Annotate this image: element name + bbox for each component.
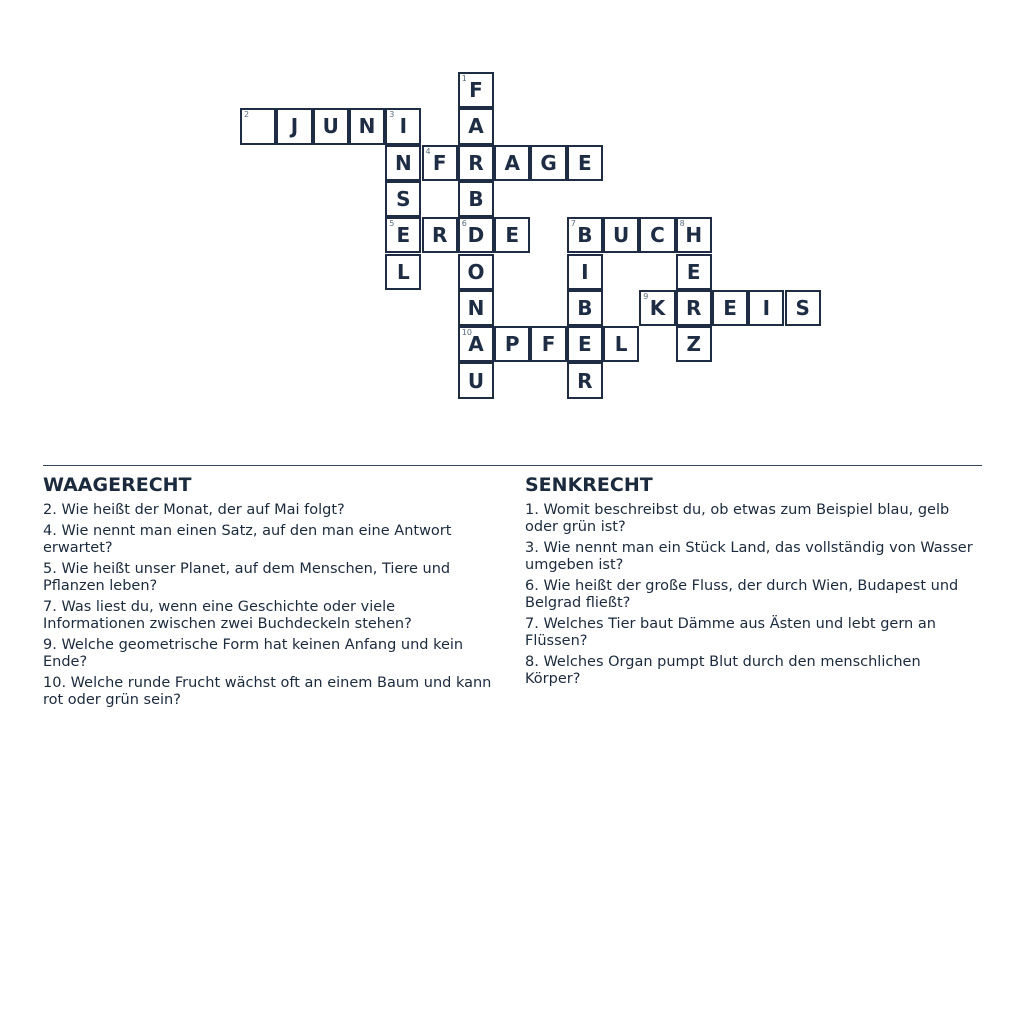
down-clue: 8. Welches Organ pumpt Blut durch den menschlichen Körper? bbox=[525, 654, 921, 687]
cell-letter: E bbox=[578, 150, 592, 175]
down-heading: SENKRECHT bbox=[525, 474, 653, 496]
crossword-cell[interactable] bbox=[748, 290, 784, 326]
crossword-cell[interactable] bbox=[240, 108, 276, 144]
section-divider bbox=[43, 465, 982, 466]
crossword-cell[interactable] bbox=[422, 217, 458, 253]
crossword-cell[interactable] bbox=[276, 108, 312, 144]
cell-letter: L bbox=[614, 332, 628, 357]
crossword-cell[interactable] bbox=[567, 362, 603, 398]
across-clue: 4. Wie nennt man einen Satz, auf den man eine Antwort erwartet? bbox=[43, 523, 452, 556]
crossword-cell[interactable] bbox=[676, 290, 712, 326]
cell-letter: N bbox=[394, 150, 412, 175]
crossword-cell[interactable] bbox=[567, 145, 603, 181]
cell-letter: A bbox=[468, 332, 484, 357]
crossword-cell[interactable] bbox=[785, 290, 821, 326]
cell-letter: F bbox=[432, 150, 447, 175]
crossword-grid bbox=[0, 0, 1024, 420]
crossword-cell[interactable] bbox=[458, 145, 494, 181]
cell-letter: E bbox=[686, 259, 701, 284]
cell-letter: A bbox=[504, 150, 520, 175]
clue-number: 5 bbox=[389, 219, 395, 229]
crossword-cell[interactable] bbox=[603, 326, 639, 362]
cell-letter: F bbox=[541, 332, 556, 357]
crossword-cell[interactable] bbox=[458, 326, 494, 362]
crossword-cell[interactable] bbox=[567, 254, 603, 290]
crossword-cell[interactable] bbox=[567, 217, 603, 253]
crossword-cell[interactable] bbox=[676, 217, 712, 253]
crossword-cell[interactable] bbox=[385, 181, 421, 217]
cell-letter: E bbox=[505, 223, 520, 248]
cell-letter: E bbox=[578, 332, 592, 357]
crossword-cell[interactable] bbox=[530, 326, 566, 362]
cell-letter: O bbox=[467, 259, 485, 284]
crossword-cell[interactable] bbox=[458, 290, 494, 326]
clue-number: 7 bbox=[570, 219, 576, 229]
crossword-cell[interactable] bbox=[567, 290, 603, 326]
clue-number: 3 bbox=[389, 110, 395, 120]
crossword-cell[interactable] bbox=[313, 108, 349, 144]
clue-number: 4 bbox=[425, 146, 431, 156]
cell-letter: I bbox=[399, 114, 408, 139]
crossword-cell[interactable] bbox=[458, 362, 494, 398]
crossword-cell[interactable] bbox=[385, 145, 421, 181]
cell-letter: R bbox=[577, 368, 593, 393]
down-clue: 3. Wie nennt man ein Stück Land, das vollständig von Wasser umgeben ist? bbox=[525, 540, 973, 573]
down-clue: 7. Welches Tier baut Dämme aus Ästen und lebt gern an Flüssen? bbox=[525, 616, 936, 649]
clue-number: 1 bbox=[461, 74, 467, 83]
cell-letter: B bbox=[577, 223, 593, 248]
crossword-cell[interactable] bbox=[385, 254, 421, 290]
crossword-cell[interactable] bbox=[676, 326, 712, 362]
cell-letter: U bbox=[322, 114, 339, 139]
clue-number: 10 bbox=[461, 328, 472, 338]
cell-letter: I bbox=[762, 295, 771, 320]
down-clue: 6. Wie heißt der große Fluss, der durch Wien, Budapest und Belgrad fließt? bbox=[525, 578, 959, 611]
cell-letter: J bbox=[290, 114, 299, 139]
crossword-cell[interactable] bbox=[385, 217, 421, 253]
cell-letter: N bbox=[358, 114, 376, 139]
cell-letter: N bbox=[467, 295, 485, 320]
crossword-cell[interactable] bbox=[494, 326, 530, 362]
cell-letter: U bbox=[613, 223, 630, 248]
across-clue: 7. Was liest du, wenn eine Geschichte oder viele Informationen zwischen zwei Buchdeckeln stehen? bbox=[43, 599, 412, 632]
across-clues bbox=[43, 474, 493, 713]
cell-letter: K bbox=[649, 295, 666, 320]
cell-letter: B bbox=[468, 187, 484, 212]
cell-letter: P bbox=[504, 332, 520, 357]
crossword-cell[interactable] bbox=[458, 217, 494, 253]
clue-number: 8 bbox=[679, 219, 685, 229]
crossword-cell[interactable] bbox=[458, 254, 494, 290]
cell-letter: S bbox=[396, 187, 411, 212]
clue-number: 9 bbox=[643, 291, 649, 301]
across-heading: WAAGERECHT bbox=[43, 474, 192, 496]
cell-letter: L bbox=[396, 259, 410, 284]
cell-letter: U bbox=[467, 368, 485, 393]
cell-letter: I bbox=[581, 259, 589, 284]
clue-number: 2 bbox=[244, 110, 250, 120]
down-clues bbox=[525, 474, 975, 692]
crossword-cell[interactable] bbox=[422, 145, 458, 181]
cell-letter: B bbox=[577, 295, 593, 320]
cell-letter: R bbox=[468, 150, 484, 175]
across-clue: 5. Wie heißt unser Planet, auf dem Menschen, Tiere und Pflanzen leben? bbox=[43, 561, 451, 594]
crossword-cell[interactable] bbox=[385, 108, 421, 144]
crossword-cell[interactable] bbox=[676, 254, 712, 290]
cell-letter: A bbox=[468, 114, 484, 139]
crossword-cell[interactable] bbox=[603, 217, 639, 253]
crossword-cell[interactable] bbox=[639, 217, 675, 253]
crossword-cell[interactable] bbox=[494, 145, 530, 181]
crossword-cell[interactable] bbox=[494, 217, 530, 253]
cell-letter: D bbox=[467, 223, 485, 248]
crossword-cell[interactable] bbox=[458, 72, 494, 108]
crossword-cell[interactable] bbox=[567, 326, 603, 362]
clue-number: 6 bbox=[461, 219, 467, 229]
cell-letter: Z bbox=[686, 332, 701, 357]
down-clue: 1. Womit beschreibst du, ob etwas zum Beispiel blau, gelb oder grün ist? bbox=[525, 502, 950, 535]
cell-letter: G bbox=[540, 150, 557, 175]
cell-letter: E bbox=[723, 295, 737, 320]
cell-letter: R bbox=[686, 295, 702, 320]
cell-letter: F bbox=[469, 78, 483, 103]
cell-letter: R bbox=[431, 223, 448, 248]
across-clue: 10. Welche runde Frucht wächst oft an einem Baum und kann rot oder grün sein? bbox=[43, 675, 492, 708]
cell-letter: H bbox=[685, 223, 703, 248]
cell-letter: S bbox=[795, 295, 810, 320]
crossword-cell[interactable] bbox=[458, 108, 494, 144]
crossword-cell[interactable] bbox=[458, 181, 494, 217]
across-clue: 9. Welche geometrische Form hat keinen Anfang und kein Ende? bbox=[43, 637, 464, 670]
across-clue: 2. Wie heißt der Monat, der auf Mai folgt? bbox=[43, 502, 345, 518]
crossword-cell[interactable] bbox=[530, 145, 566, 181]
crossword-cell[interactable] bbox=[349, 108, 385, 144]
crossword-cell[interactable] bbox=[712, 290, 748, 326]
cell-letter: E bbox=[396, 223, 411, 248]
cell-letter: C bbox=[650, 223, 665, 248]
crossword-cell[interactable] bbox=[639, 290, 675, 326]
